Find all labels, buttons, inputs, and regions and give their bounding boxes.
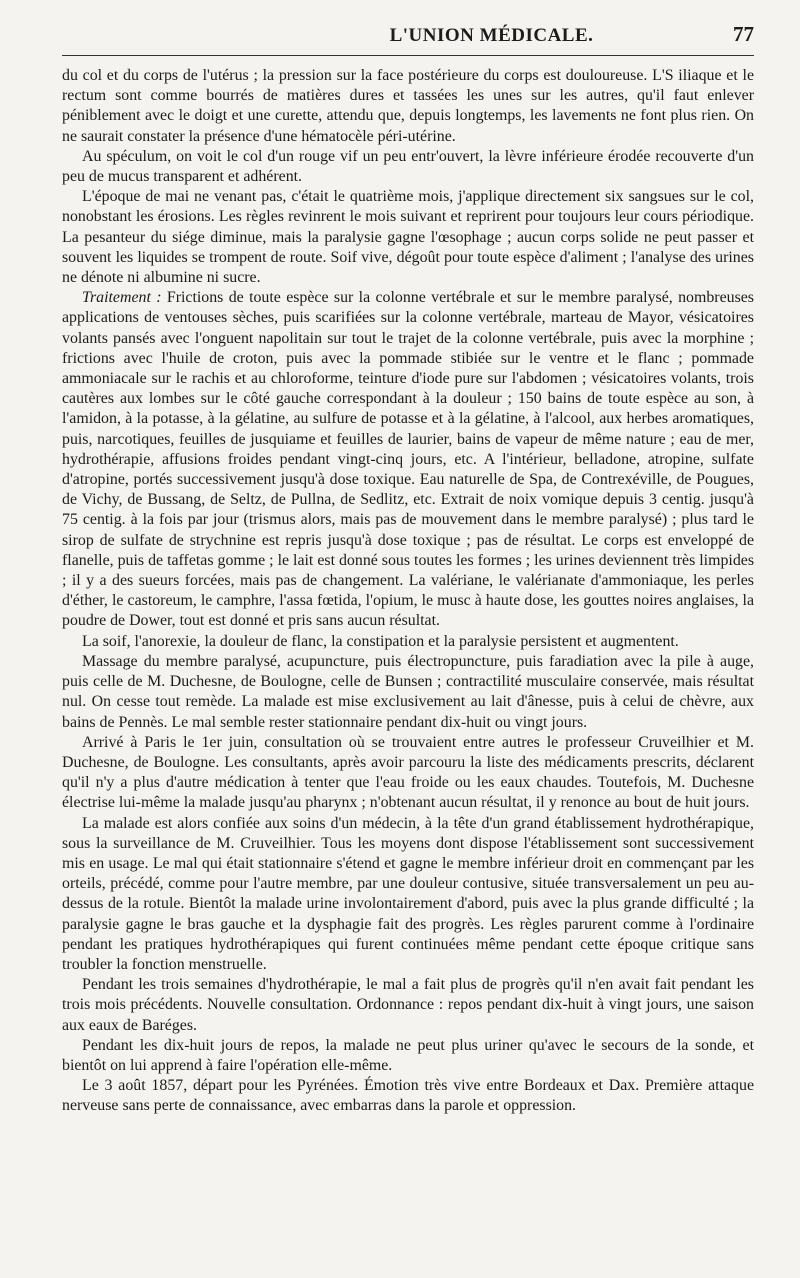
paragraph-text: Massage du membre paralysé, acupuncture, puis électropuncture, puis faradiation avec la pile à auge, puis celle de M. Duchesne, de Boulogne, celle de Bunsen ; contractilité musculaire conservée, mais résultat nul. On cesse tout remède. La malade est mise exclusivement au lait d'ânesse, puis à celui de chèvre, aux bains de Pennès. Le mal semble rester stationnaire pendant dix-huit ou vingt jours. [62,652,754,731]
paragraph [62,147,754,187]
paragraph [62,66,754,147]
paragraph-text: Frictions de toute espèce sur la colonne vertébrale et sur le membre paralysé, nombreuses applications de ventouses sèches, puis scarifiées sur la colonne vertébrale, marteau de Mayor, vésicatoires volants pansés avec l'onguent napolitain sur tout le trajet de la colonne vertébrale, puis avec la morphine ; frictions avec l'huile de croton, puis avec la pommade stibiée sur le ventre et le flanc ; pommade ammoniacale sur le rachis et au chloroforme, teinture d'iode pure sur l'abdomen ; vésicatoires volants, trois cautères aux lombes sur le côté gauche correspondant à la douleur ; 150 bains de toute espèce au son, à l'amidon, à la potasse, à la gélatine, au sulfure de potasse et à la gélatine, à l'alcool, aux herbes aromatiques, puis, narcotiques, feuilles de jusquiame et feuilles de laurier, bains de vapeur de même nature ; eau de mer, hydrothérapie, affusions froides pendant vingt-cinq jours, etc. A l'intérieur, belladone, atropine, sulfate d'atropine, portés successivement jusqu'à dose toxique. Eau naturelle de Spa, de Contrexéville, de Pougues, de Vichy, de Bussang, de Seltz, de Pullna, de Sedlitz, etc. Extrait de noix vomique depuis 3 centig. jusqu'à 75 centig. à la fois par jour (trismus alors, mais pas de mouvement dans le membre paralysé) ; plus tard le sirop de sulfate de strychnine est repris jusqu'à dose toxique ; pas de résultat. Le corps est enveloppé de flanelle, puis de taffetas gomme ; le lait est donné sous toutes les formes ; les urines deviennent très limpides ; il y a des sueurs forcées, mais pas de changement. La valériane, le valérianate d'ammoniaque, les perles d'éther, le castoreum, le camphre, l'assa fœtida, l'opium, le musc à haute dose, les gouttes noires anglaises, la poudre de Dower, tout est donné et pris sans aucun résultat. [62,289,754,630]
running-header [62,22,754,56]
paragraph-text: du col et du corps de l'utérus ; la pression sur la face postérieure du corps est douloureuse. L'S iliaque et le rectum sont comme bourrés de matières dures et tassées les unes sur les autres, qu'il faut enlever péniblement avec le doigt et une curette, attendu que, depuis longtemps, les lavements ne font plus rien. On ne saurait constater la présence d'une hématocèle péri-utérine. [62,67,754,145]
paragraph [62,288,754,631]
paragraph [62,1036,754,1076]
paragraph [62,652,754,733]
paragraph-text: Pendant les dix-huit jours de repos, la malade ne peut plus uriner qu'avec le secours de la sonde, et bientôt on lui apprend à faire l'opération elle-même. [62,1036,754,1074]
journal-title: L'UNION MÉDICALE. [389,25,594,46]
article-body [62,66,754,1117]
paragraph [62,1076,754,1116]
paragraph-text: La malade est alors confiée aux soins d'un médecin, à la tête d'un grand établissement hydrothérapique, sous la surveillance de M. Cruveilhier. Tous les moyens dont dispose l'établissement sont successivement mis en usage. Le mal qui était stationnaire s'étend et gagne le membre inférieur droit en commençant par les orteils, précédé, comme pour l'autre membre, par une douleur contusive, située transversalement un peu au-dessus de la rotule. Bientôt la malade urine involontairement d'abord, puis avec la plus grande difficulté ; la paralysie gagne le bras gauche et la dysphagie fait des progrès. Les règles parurent comme à l'ordinaire pendant les pratiques hydrothérapiques qui furent continuées même pendant cette époque critique sans troubler la fonction menstruelle. [62,814,754,973]
paragraph-text: L'époque de mai ne venant pas, c'était le quatrième mois, j'applique directement six sangsues sur le col, nonobstant les érosions. Les règles revinrent le mois suivant et reprirent pour toujours leur cours périodique. La pesanteur du siége diminue, mais la paralysie gagne l'œsophage ; aucun corps solide ne peut passer et souvent les liquides se trompent de route. Soif vive, dégoût pour toute espèce d'aliment ; l'analyse des urines ne dénote ni albumine ni sucre. [62,188,754,287]
paragraph-text: La soif, l'anorexie, la douleur de flanc, la constipation et la paralysie persistent et augmentent. [82,632,679,650]
section-lead: Traitement : [82,289,162,307]
paragraph [62,975,754,1036]
paragraph-text: Le 3 août 1857, départ pour les Pyrénées. Émotion très vive entre Bordeaux et Dax. Première attaque nerveuse sans perte de connaissance, avec embarras dans la parole et oppression. [62,1077,754,1115]
paragraph-text: Pendant les trois semaines d'hydrothérapie, le mal a fait plus de progrès qu'il n'en avait fait pendant les trois mois précédents. Nouvelle consultation. Ordonnance : repos pendant dix-huit à vingt jours, une saison aux eaux de Baréges. [62,976,754,1034]
page [62,22,754,1117]
page-number: 77 [733,22,754,46]
paragraph-text: Arrivé à Paris le 1er juin, consultation où se trouvaient entre autres le professeur Cruveilhier et M. Duchesne, de Boulogne. Les consultants, après avoir parcouru la liste des médicaments prescrits, déclarent qu'il n'y a plus d'autre médication à tenter que l'eau froide ou les eaux chaudes. Toutefois, M. Duchesne électrise lui-même la malade jusqu'au pharynx ; n'obtenant aucun résultat, il y renonce au bout de huit jours. [62,733,754,812]
paragraph [62,814,754,976]
paragraph [62,632,754,652]
paragraph-text: Au spéculum, on voit le col d'un rouge vif un peu entr'ouvert, la lèvre inférieure érodée recouverte d'un peu de mucus transparent et adhérent. [62,147,754,186]
paragraph [62,733,754,814]
paragraph [62,187,754,288]
